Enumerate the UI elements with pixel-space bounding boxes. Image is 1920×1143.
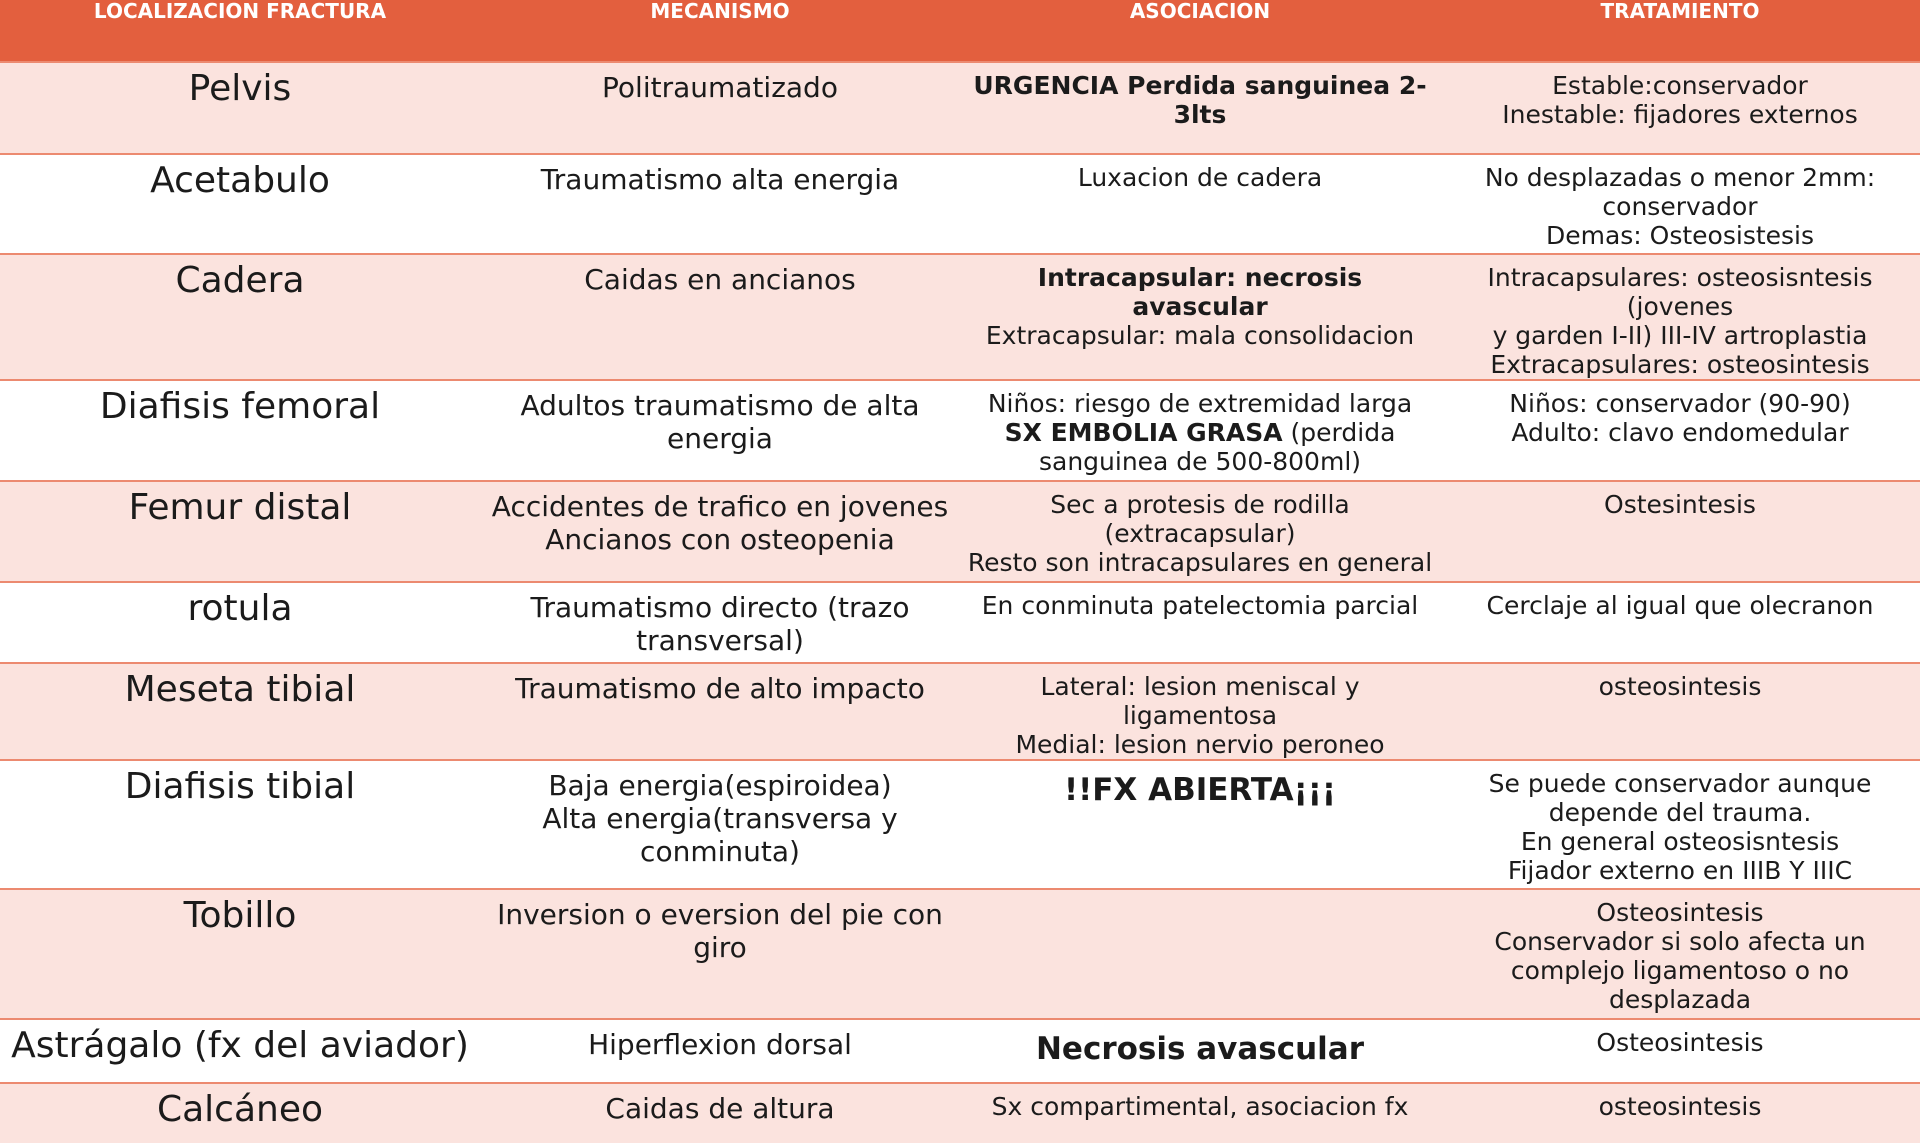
header-row — [0, 0, 1920, 62]
cell-asociacion — [960, 380, 1440, 481]
cell-asociacion — [960, 154, 1440, 254]
tratamiento-line: Se puede conservador aunque — [1488, 769, 1872, 798]
tratamiento-line: Inestable: fijadores externos — [1502, 100, 1858, 129]
asociacion-line — [966, 548, 1434, 577]
mecanismo-line: transversal) — [636, 624, 804, 657]
asociacion-line — [966, 321, 1434, 350]
tratamiento-line: No desplazadas o menor 2mm: — [1484, 163, 1876, 192]
table-row — [0, 380, 1920, 481]
cell-asociacion — [960, 62, 1440, 154]
table-row — [0, 1083, 1920, 1143]
tratamiento-line: En general osteosisntesis — [1520, 827, 1840, 856]
asociacion-line — [966, 591, 1434, 620]
asociacion-line — [966, 263, 1434, 321]
tratamiento-line: Niños: conservador (90-90) — [1509, 389, 1851, 418]
cell-localizacion: Calcáneo — [0, 1083, 480, 1143]
cell-tratamiento — [1440, 1083, 1920, 1143]
cell-mecanismo — [480, 380, 960, 481]
header-localizacion-label: LOCALIZACION FRACTURA — [93, 0, 387, 23]
table-row — [0, 760, 1920, 889]
cell-mecanismo — [480, 582, 960, 663]
asociacion-text: URGENCIA Perdida sanguinea 2-3lts — [973, 71, 1427, 129]
tratamiento-line: Adulto: clavo endomedular — [1511, 418, 1849, 447]
header-localizacion — [0, 0, 480, 62]
mecanismo-line: Hiperflexion dorsal — [588, 1028, 852, 1061]
table-body — [0, 62, 1920, 1143]
tratamiento-line: Ostesintesis — [1604, 490, 1756, 519]
cell-tratamiento — [1440, 154, 1920, 254]
mecanismo-line: Accidentes de trafico en jovenes — [491, 490, 949, 523]
tratamiento-line: desplazada — [1608, 985, 1752, 1014]
tratamiento-line: osteosintesis — [1598, 672, 1762, 701]
header-asociacion-label: ASOCIACION — [1129, 0, 1271, 23]
mecanismo-line: Caidas en ancianos — [584, 263, 856, 296]
cell-mecanismo — [480, 1019, 960, 1083]
asociacion-line — [966, 389, 1434, 418]
asociacion-text: Luxacion de cadera — [1077, 163, 1323, 192]
asociacion-text: sanguinea de 500-800ml) — [1038, 447, 1362, 476]
asociacion-text: Sec a protesis de rodilla — [1050, 490, 1350, 519]
cell-localizacion: Acetabulo — [0, 154, 480, 254]
table-row — [0, 582, 1920, 663]
cell-tratamiento — [1440, 62, 1920, 154]
cell-tratamiento — [1440, 380, 1920, 481]
cell-tratamiento — [1440, 760, 1920, 889]
table-row — [0, 663, 1920, 760]
asociacion-line — [966, 163, 1434, 192]
asociacion-line — [966, 672, 1434, 730]
cell-mecanismo — [480, 889, 960, 1019]
mecanismo-line: Adultos traumatismo de alta — [520, 389, 920, 422]
cell-tratamiento — [1440, 1019, 1920, 1083]
asociacion-text: Niños: riesgo de extremidad larga — [987, 389, 1413, 418]
cell-localizacion: rotula — [0, 582, 480, 663]
tratamiento-line: Osteosintesis — [1596, 898, 1764, 927]
mecanismo-line: Politraumatizado — [602, 71, 838, 104]
asociacion-text: SX EMBOLIA GRASA — [1004, 418, 1283, 447]
header-tratamiento-label: TRATAMIENTO — [1600, 0, 1760, 23]
cell-tratamiento — [1440, 889, 1920, 1019]
cell-localizacion: Diafisis femoral — [0, 380, 480, 481]
cell-asociacion — [960, 889, 1440, 1019]
cell-asociacion — [960, 481, 1440, 582]
asociacion-text: Intracapsular: necrosis avascular — [1037, 263, 1363, 321]
asociacion-text: Necrosis avascular — [1035, 1031, 1365, 1067]
header-mecanismo — [480, 0, 960, 62]
asociacion-line — [966, 71, 1434, 129]
tratamiento-line: osteosintesis — [1598, 1092, 1762, 1121]
cell-mecanismo — [480, 254, 960, 380]
cell-localizacion: Astrágalo (fx del aviador) — [0, 1019, 480, 1083]
cell-localizacion: Pelvis — [0, 62, 480, 154]
cell-tratamiento — [1440, 254, 1920, 380]
cell-tratamiento — [1440, 481, 1920, 582]
cell-localizacion: Cadera — [0, 254, 480, 380]
header-tratamiento — [1440, 0, 1920, 62]
mecanismo-line: Baja energia(espiroidea) — [548, 769, 892, 802]
asociacion-line — [966, 418, 1434, 447]
tratamiento-line: complejo ligamentoso o no — [1510, 956, 1850, 985]
cell-mecanismo — [480, 154, 960, 254]
asociacion-line — [966, 730, 1434, 759]
tratamiento-line: Conservador si solo afecta un — [1494, 927, 1866, 956]
asociacion-line — [966, 1028, 1434, 1068]
cell-asociacion — [960, 254, 1440, 380]
cell-tratamiento — [1440, 663, 1920, 760]
cell-localizacion: Tobillo — [0, 889, 480, 1019]
asociacion-text-rest: (perdida — [1282, 418, 1396, 447]
tratamiento-line: Osteosintesis — [1596, 1028, 1764, 1057]
cell-asociacion — [960, 1083, 1440, 1143]
asociacion-line — [966, 490, 1434, 519]
tratamiento-line: Fijador externo en IIIB Y IIIC — [1507, 856, 1853, 885]
mecanismo-line: energia — [667, 422, 773, 455]
header-asociacion — [960, 0, 1440, 62]
cell-tratamiento — [1440, 582, 1920, 663]
asociacion-text: Resto son intracapsulares en general — [967, 548, 1433, 577]
tratamiento-line: Estable:conservador — [1552, 71, 1808, 100]
table-header — [0, 0, 1920, 62]
tratamiento-line: y garden I-II) III-IV artroplastia — [1492, 321, 1868, 350]
cell-mecanismo — [480, 663, 960, 760]
tratamiento-line: Demas: Osteosistesis — [1545, 221, 1815, 250]
cell-localizacion: Diafisis tibial — [0, 760, 480, 889]
cell-asociacion — [960, 760, 1440, 889]
tratamiento-line: Intracapsulares: osteosisntesis (jovenes — [1487, 263, 1873, 321]
cell-asociacion — [960, 1019, 1440, 1083]
mecanismo-line: Traumatismo de alto impacto — [515, 672, 925, 705]
asociacion-line — [966, 519, 1434, 548]
table-row — [0, 889, 1920, 1019]
cell-asociacion — [960, 582, 1440, 663]
asociacion-text: En conminuta patelectomia parcial — [981, 591, 1419, 620]
mecanismo-line: Caidas de altura — [605, 1092, 835, 1125]
table-row — [0, 254, 1920, 380]
mecanismo-line: Traumatismo directo (trazo — [530, 591, 910, 624]
mecanismo-line: giro — [693, 931, 747, 964]
asociacion-line — [966, 447, 1434, 476]
mecanismo-line: Alta energia(transversa y — [542, 802, 898, 835]
cell-localizacion: Meseta tibial — [0, 663, 480, 760]
asociacion-line — [966, 769, 1434, 809]
asociacion-text: Lateral: lesion meniscal y ligamentosa — [1040, 672, 1360, 730]
cell-mecanismo — [480, 760, 960, 889]
asociacion-text: Medial: lesion nervio peroneo — [1015, 730, 1385, 759]
tratamiento-line: Extracapsulares: osteosintesis — [1490, 350, 1870, 379]
tratamiento-line: conservador — [1602, 192, 1758, 221]
header-mecanismo-label: MECANISMO — [650, 0, 790, 23]
asociacion-text: Sx compartimental, asociacion fx — [991, 1092, 1409, 1121]
mecanismo-line: Traumatismo alta energia — [540, 163, 900, 196]
table-row — [0, 62, 1920, 154]
asociacion-line — [966, 1092, 1434, 1121]
cell-mecanismo — [480, 481, 960, 582]
table-row — [0, 481, 1920, 582]
cell-localizacion: Femur distal — [0, 481, 480, 582]
tratamiento-line: depende del trauma. — [1548, 798, 1812, 827]
asociacion-text: Extracapsular: mala consolidacion — [985, 321, 1415, 350]
cell-mecanismo — [480, 1083, 960, 1143]
table-row — [0, 154, 1920, 254]
asociacion-text: !!FX ABIERTA¡¡¡ — [1063, 772, 1337, 808]
table-row — [0, 1019, 1920, 1083]
mecanismo-line: conminuta) — [640, 835, 800, 868]
mecanismo-line: Ancianos con osteopenia — [545, 523, 895, 556]
tratamiento-line: Cerclaje al igual que olecranon — [1486, 591, 1874, 620]
asociacion-text: (extracapsular) — [1104, 519, 1296, 548]
mecanismo-line: Inversion o eversion del pie con — [497, 898, 943, 931]
cell-asociacion — [960, 663, 1440, 760]
cell-mecanismo — [480, 62, 960, 154]
